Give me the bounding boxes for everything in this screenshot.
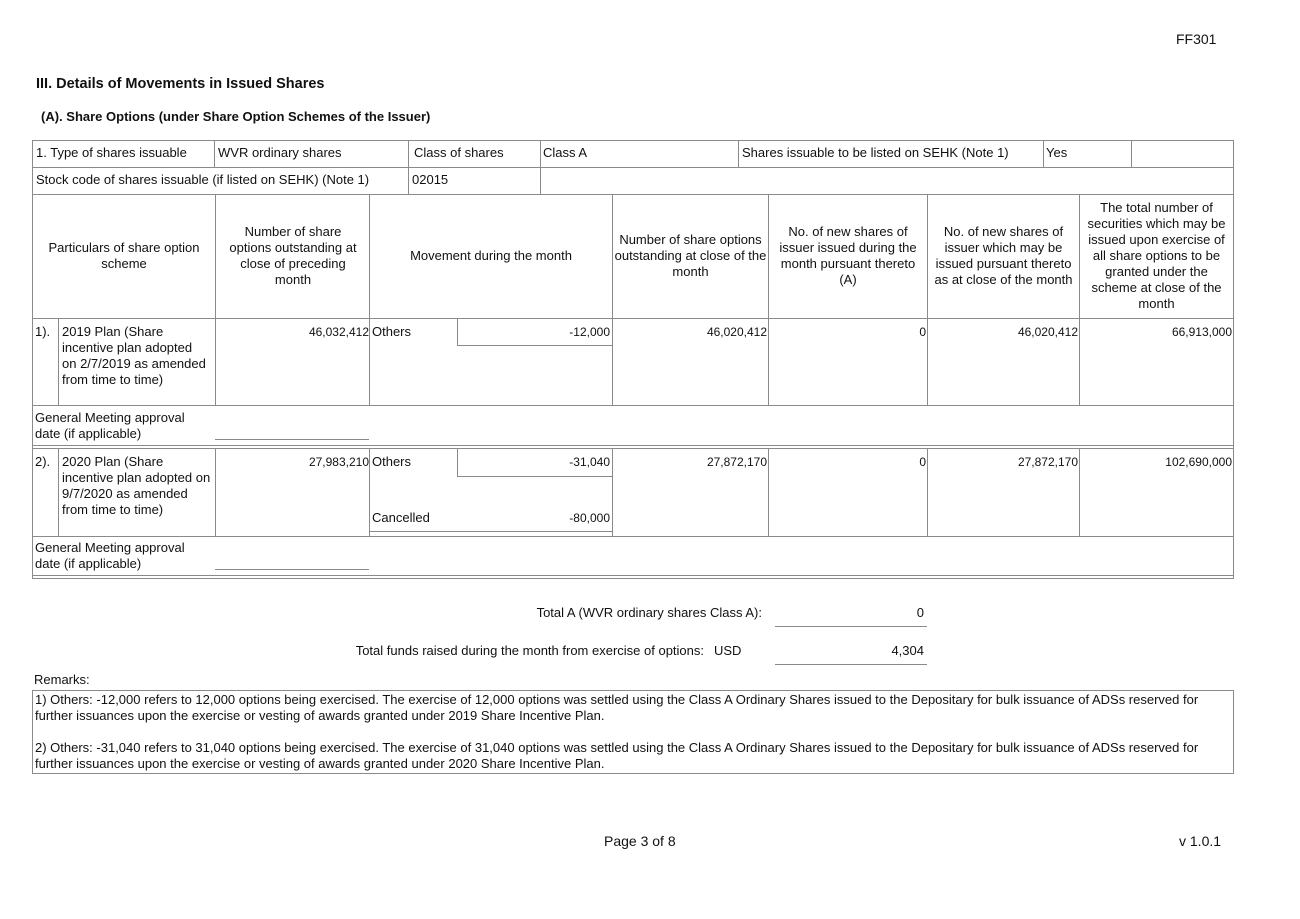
plan-name: 2019 Plan (Share incentive plan adopted on 2/7/2019 as amended from time to time)	[62, 324, 206, 387]
header-outstanding-prev: Number of share options outstanding at close of preceding month	[229, 224, 357, 287]
remarks-box	[32, 690, 1234, 774]
outstanding-prev-value: 27,983,210	[308, 455, 369, 469]
movement-type: Others	[372, 454, 412, 469]
remark-2: 2) Others: -31,040 refers to 31,040 options being exercised. The exercise of 31,040 options was settled using the Class A Ordinary Shares issued to the Depositary for bulk issuance of ADSs reserved for further issuances upon the exercise or vesting of awards granted under 2020 Share Incentive Plan.	[35, 740, 1199, 771]
header-movement: Movement during the month	[410, 248, 572, 263]
header-particulars: Particulars of share option scheme	[48, 240, 200, 271]
section-title: III. Details of Movements in Issued Shares	[36, 76, 325, 92]
gm-approval-label: General Meeting approval date (if applicable)	[35, 540, 185, 571]
new-shares-value: 0	[919, 325, 926, 339]
type-of-shares-value: WVR ordinary shares	[218, 145, 342, 160]
funds-currency: USD	[714, 643, 742, 658]
total-securities-value: 102,690,000	[1165, 455, 1232, 469]
listed-on-sehk-label: Shares issuable to be listed on SEHK (Note 1)	[742, 145, 1009, 160]
listed-on-sehk-value: Yes	[1046, 145, 1068, 160]
outstanding-prev-value: 46,032,412	[308, 325, 369, 339]
funds-raised-value: 4,304	[891, 643, 924, 658]
total-a-value: 0	[916, 605, 924, 620]
page-number: Page 3 of 8	[604, 833, 676, 849]
total-a-label: Total A (WVR ordinary shares Class A):	[536, 605, 762, 620]
funds-raised-label: Total funds raised during the month from exercise of options:	[355, 643, 704, 658]
header-outstanding-close: Number of share options outstanding at close of the month	[614, 232, 767, 279]
stock-code-label: Stock code of shares issuable (if listed on SEHK) (Note 1)	[36, 172, 370, 187]
issuable-value: 27,872,170	[1017, 455, 1078, 469]
version-label: v 1.0.1	[1179, 833, 1222, 849]
plan-index: 2).	[35, 454, 51, 469]
total-securities-value: 66,913,000	[1171, 325, 1232, 339]
plan-index: 1).	[35, 324, 51, 339]
class-of-shares-label: Class of shares	[414, 145, 504, 160]
header-issuable: No. of new shares of issuer which may be issued pursuant thereto as at close of the month	[934, 224, 1073, 287]
outstanding-close-value: 46,020,412	[706, 325, 767, 339]
movement-type: Cancelled	[372, 510, 430, 525]
remark-1: 1) Others: -12,000 refers to 12,000 options being exercised. The exercise of 12,000 options was settled using the Class A Ordinary Shares issued to the Depositary for bulk issuance of ADSs reserved for further issuances upon the exercise or vesting of awards granted under 2019 Share Incentive Plan.	[35, 692, 1199, 723]
gm-approval-date-field-1	[215, 439, 369, 440]
form-code: FF301	[1176, 31, 1217, 47]
movement-value: -80,000	[569, 511, 610, 525]
issuable-value: 46,020,412	[1017, 325, 1078, 339]
outstanding-close-value: 27,872,170	[706, 455, 767, 469]
gm-approval-date-field-2	[215, 569, 369, 570]
type-of-shares-label: 1. Type of shares issuable	[36, 145, 187, 160]
header-new-shares: No. of new shares of issuer issued during the month pursuant thereto (A)	[779, 224, 917, 287]
header-total-securities: The total number of securities which may be issued upon exercise of all share options to be granted under the scheme at close of the month	[1087, 200, 1226, 311]
movement-type: Others	[372, 324, 412, 339]
remarks-label: Remarks:	[34, 672, 90, 687]
movement-value: -12,000	[569, 325, 610, 339]
class-of-shares-value: Class A	[543, 145, 588, 160]
subsection-title: (A). Share Options (under Share Option Schemes of the Issuer)	[41, 109, 431, 124]
plan-name: 2020 Plan (Share incentive plan adopted on 9/7/2020 as amended from time to time)	[62, 454, 211, 517]
movement-value: -31,040	[569, 455, 610, 469]
stock-code-value: 02015	[412, 172, 449, 187]
new-shares-value: 0	[919, 455, 926, 469]
gm-approval-label: General Meeting approval date (if applicable)	[35, 410, 185, 441]
